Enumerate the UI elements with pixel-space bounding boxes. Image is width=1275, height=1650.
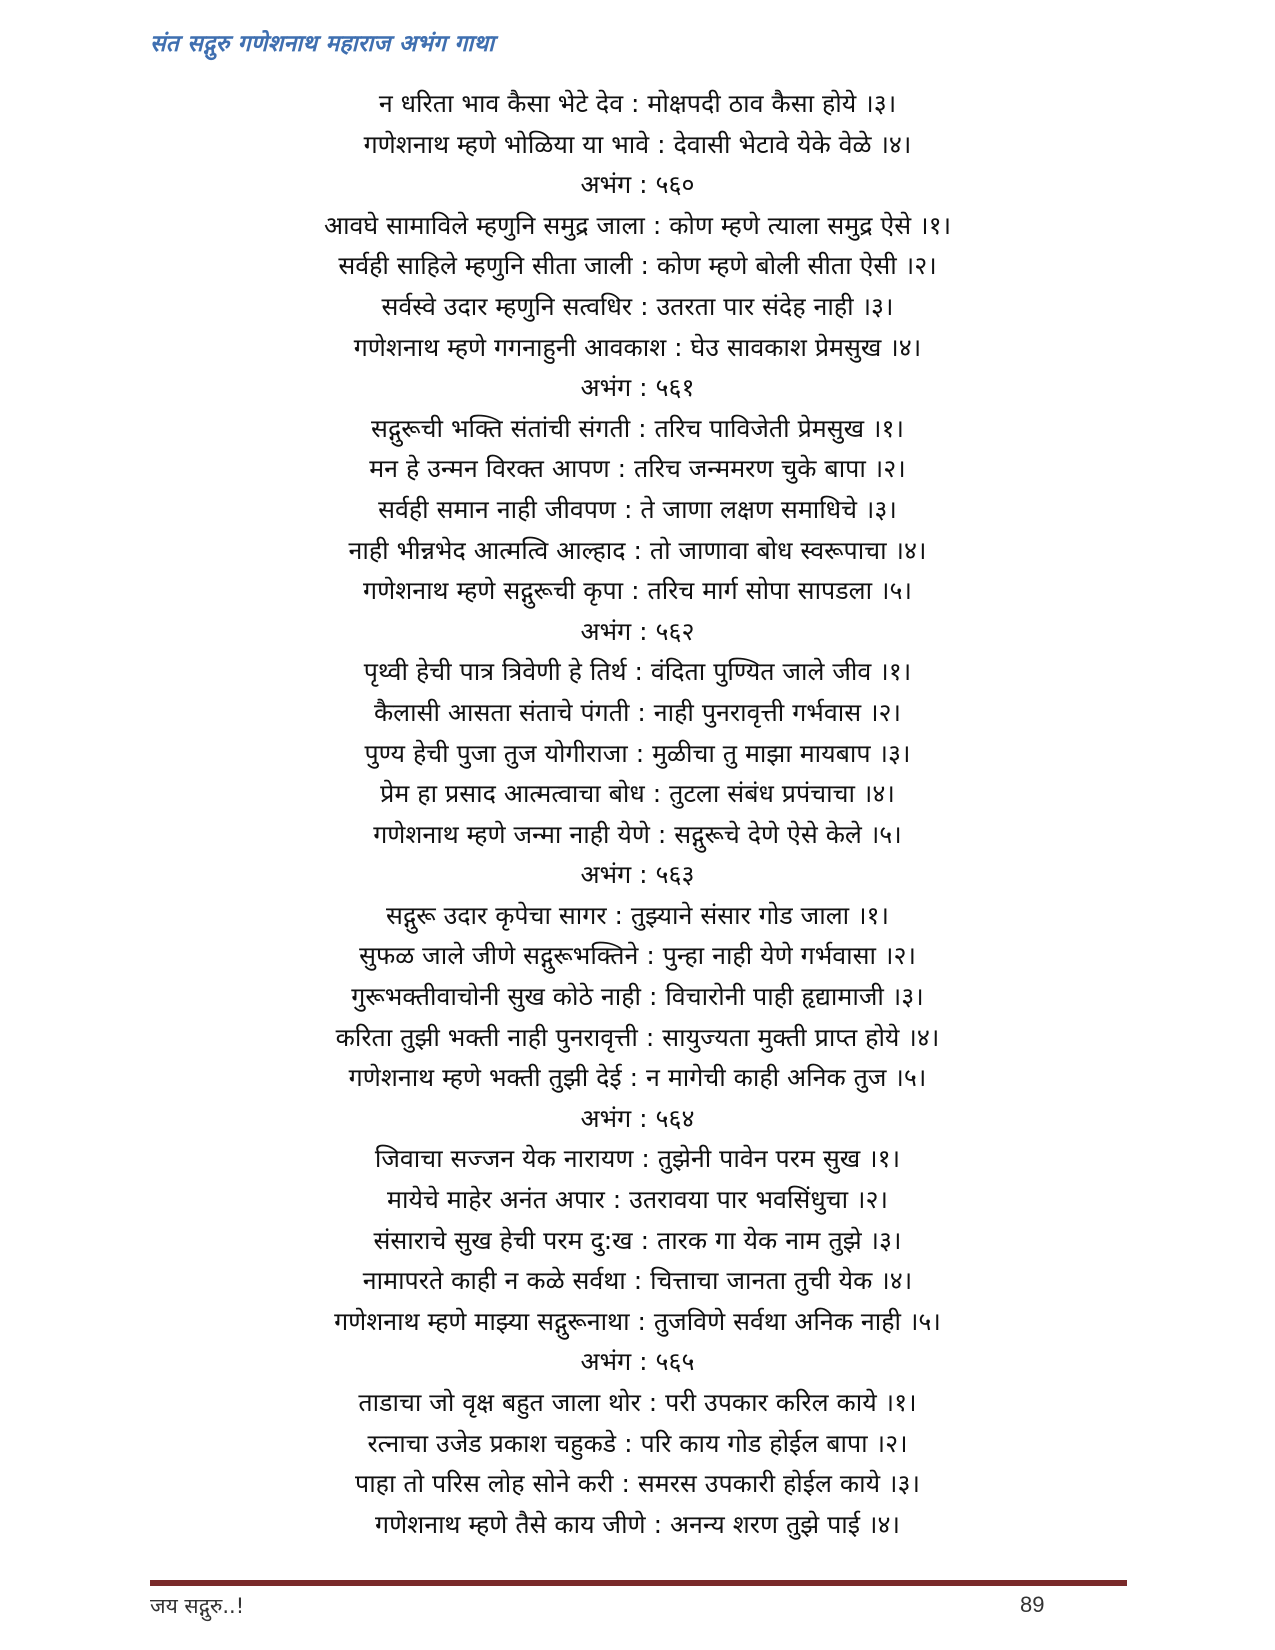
verse-line: नाही भीन्नभेद आत्मत्वि आल्हाद : तो जाणावा बोध स्वरूपाचा ।४। xyxy=(348,535,927,565)
abhang-heading: अभंग : ५६४ xyxy=(580,1103,695,1133)
verse-line: गणेशनाथ म्हणे माझ्या सद्गुरूनाथा : तुजविणे सर्वथा अनिक नाही ।५। xyxy=(334,1306,941,1336)
verse-line: गणेशनाथ म्हणे भक्ती तुझी देई : न मागेची काही अनिक तुज ।५। xyxy=(348,1063,927,1093)
footer-divider xyxy=(150,1580,1127,1586)
page-number: 89 xyxy=(1020,1592,1045,1617)
verse-line: मायेचे माहेर अनंत अपार : उतरावया पार भवसिंधुचा ।२। xyxy=(387,1185,888,1215)
abhang-heading: अभंग : ५६३ xyxy=(580,860,695,890)
abhang-text-body xyxy=(150,84,1125,1545)
verse-line: गणेशनाथ म्हणे भोळिया या भावे : देवासी भेटावे येके वेळे ।४। xyxy=(363,129,912,159)
verse-line: पृथ्वी हेची पात्र त्रिवेणी हे तिर्थ : वंदिता पुण्यित जाले जीव ।१। xyxy=(363,657,912,687)
verse-line: गणेशनाथ म्हणे सद्गुरूची कृपा : तरिच मार्ग सोपा सापडला ।५। xyxy=(363,576,912,606)
footer-blessing: जय सद्गुरु..! xyxy=(150,1594,245,1618)
verse-line: संसाराचे सुख हेची परम दु:ख : तारक गा येक नाम तुझे ।३। xyxy=(373,1225,902,1255)
verse-line: आवघे सामाविले म्हणुनि समुद्र जाला : कोण म्हणे त्याला समुद्र ऐसे ।१। xyxy=(323,210,952,240)
verse-line: कैलासी आसता संताचे पंगती : नाही पुनरावृत्ती गर्भवास ।२। xyxy=(373,697,902,727)
verse-line: प्रेम हा प्रसाद आत्मत्वाचा बोध : तुटला संबंध प्रपंचाचा ।४। xyxy=(380,779,895,809)
document-header-title: संत सद्गुरु गणेशनाथ महाराज अभंग गाथा xyxy=(150,31,495,57)
verse-line: नामापरते काही न कळे सर्वथा : चित्ताचा जानता तुची येक ।४। xyxy=(362,1266,913,1296)
abhang-heading: अभंग : ५६२ xyxy=(580,616,695,646)
verse-line: रत्नाचा उजेड प्रकाश चहुकडे : परि काय गोड होईल बापा ।२। xyxy=(367,1428,908,1458)
verse-line: पुण्य हेची पुजा तुज योगीराजा : मुळीचा तु माझा मायबाप ।३। xyxy=(364,738,911,768)
verse-line: सद्गुरूची भक्ति संतांची संगती : तरिच पाविजेती प्रेमसुख ।१। xyxy=(371,413,904,443)
verse-line: सर्वही समान नाही जीवपण : ते जाणा लक्षण समाधिचे ।३। xyxy=(378,494,897,524)
verse-line: ताडाचा जो वृक्ष बहुत जाला थोर : परी उपकार करिल काये ।१। xyxy=(358,1388,917,1417)
abhang-heading: अभंग : ५६५ xyxy=(580,1347,695,1377)
verse-line: सद्गुरू उदार कृपेचा सागर : तुझ्याने संसार गोड जाला ।१। xyxy=(385,900,890,930)
verse-line: न धरिता भाव कैसा भेटे देव : मोक्षपदी ठाव कैसा होये ।३। xyxy=(378,89,897,118)
verse-line: करिता तुझी भक्ती नाही पुनरावृत्ती : सायुज्यता मुक्ती प्राप्त होये ।४। xyxy=(335,1022,940,1052)
verse-line: मन हे उन्मन विरक्त आपण : तरिच जन्ममरण चुके बापा ।२। xyxy=(369,454,906,484)
verse-line: सर्वस्वे उदार म्हणुनि सत्वधिर : उतरता पार संदेह नाही ।३। xyxy=(381,291,894,321)
verse-line: गुरूभक्तीवाचोनी सुख कोठे नाही : विचारोनी पाही हृद्यामाजी ।३। xyxy=(351,982,924,1012)
verse-line: गणेशनाथ म्हणे तैसे काय जीणे : अनन्य शरण तुझे पाई ।४। xyxy=(375,1509,900,1539)
verse-line: सर्वही साहिले म्हणुनि सीता जाली : कोण म्हणे बोली सीता ऐसी ।२। xyxy=(338,251,937,281)
verse-line: गणेशनाथ म्हणे गगनाहुनी आवकाश : घेउ सावकाश प्रेमसुख ।४। xyxy=(353,332,922,362)
verse-line: सुफळ जाले जीणे सद्गुरूभक्तिने : पुन्हा नाही येणे गर्भवासा ।२। xyxy=(359,941,916,971)
verse-line: जिवाचा सज्जन येक नारायण : तुझेनी पावेन परम सुख ।१। xyxy=(374,1144,901,1174)
abhang-heading: अभंग : ५६१ xyxy=(580,373,695,403)
abhang-heading: अभंग : ५६० xyxy=(580,170,695,200)
verse-line: गणेशनाथ म्हणे जन्मा नाही येणे : सद्गुरूचे देणे ऐसे केले ।५। xyxy=(373,819,902,849)
verse-line: पाहा तो परिस लोह सोने करी : समरस उपकारी होईल काये ।३। xyxy=(355,1469,920,1499)
